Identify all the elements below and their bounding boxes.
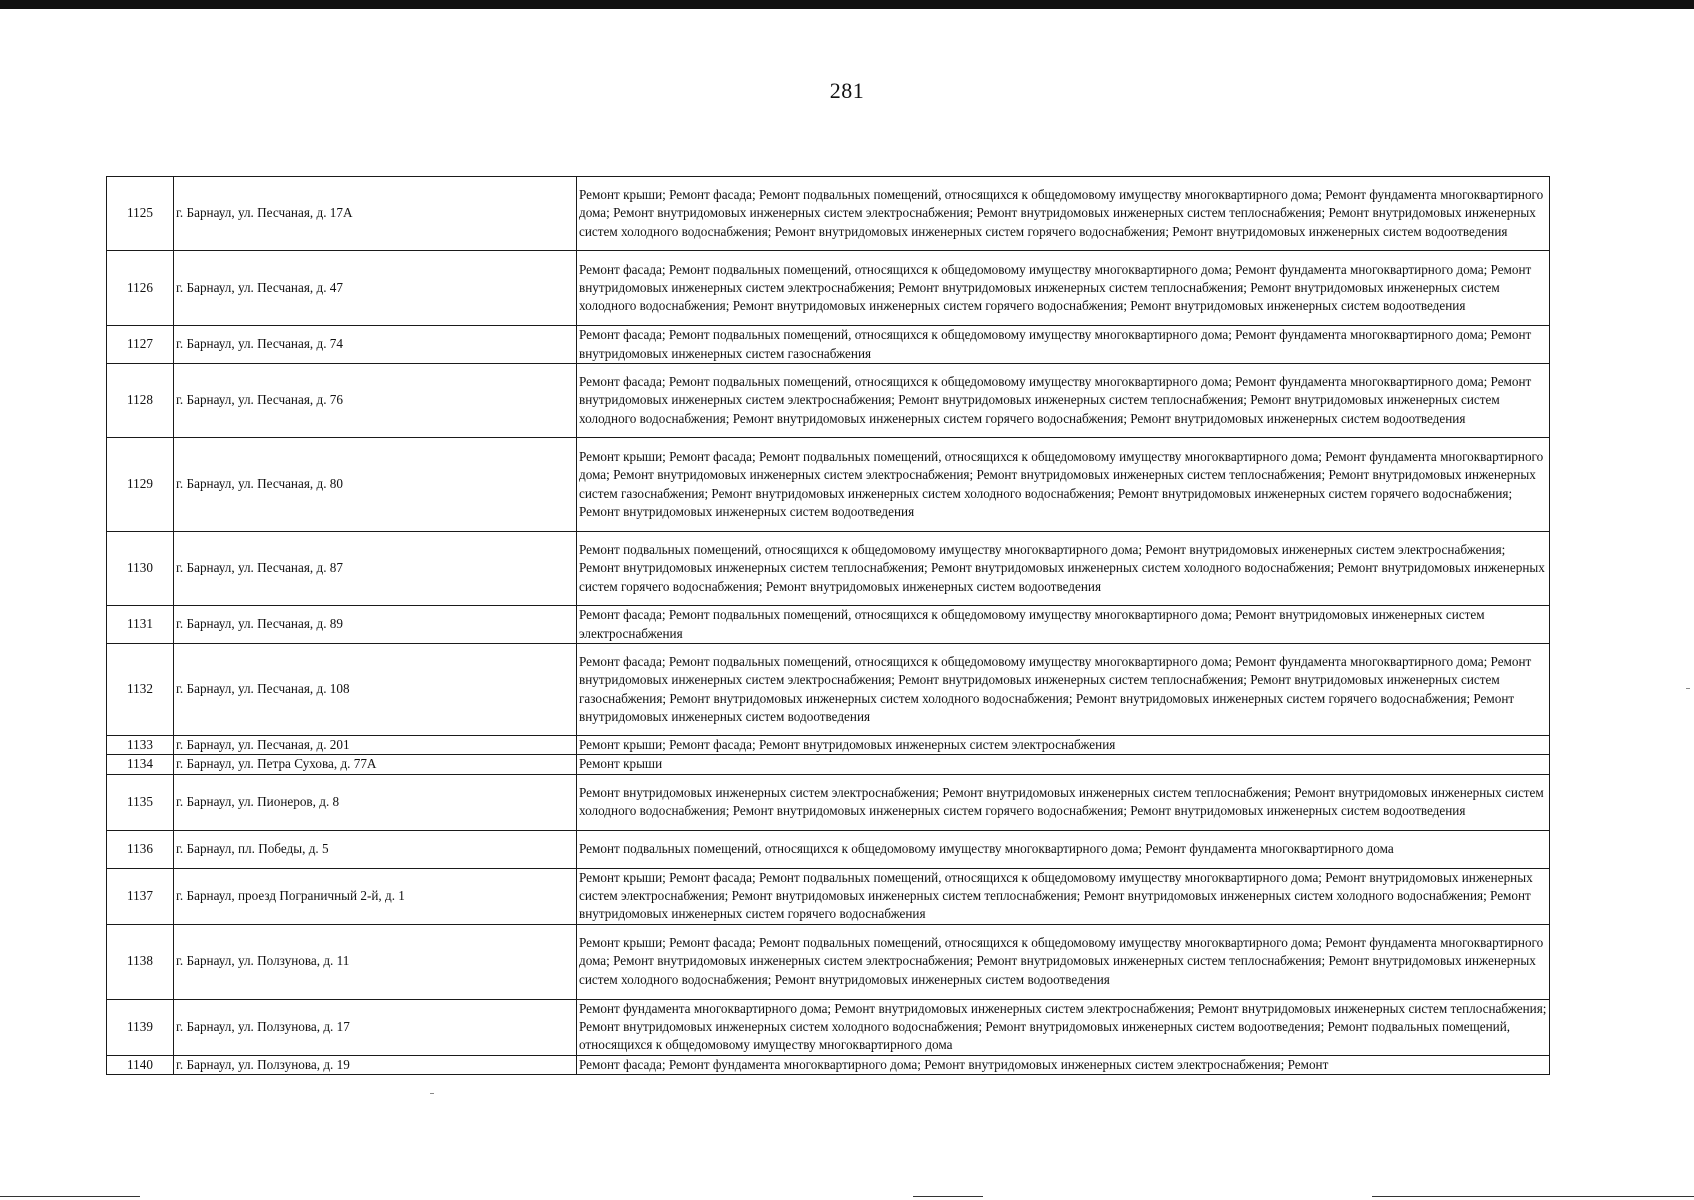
row-address: г. Барнаул, пл. Победы, д. 5 — [174, 830, 577, 868]
row-address: г. Барнаул, ул. Песчаная, д. 87 — [174, 532, 577, 606]
row-address: г. Барнаул, ул. Песчаная, д. 47 — [174, 251, 577, 326]
row-number: 1131 — [107, 606, 174, 644]
scan-bottom-rule — [1372, 1196, 1694, 1197]
table-row — [107, 177, 1550, 251]
row-number: 1128 — [107, 364, 174, 438]
table-row — [107, 830, 1550, 868]
row-works: Ремонт фасада; Ремонт подвальных помещений, относящихся к общедомовому имуществу многоквартирного дома; Ремонт фундамента многоквартирного дома; Ремонт внутридомовых инженерных систем электроснабжения; Ремонт внутридомовых инженерных систем теплоснабжения; Ремонт внутридомовых инженерных систем газоснабжения; Ремонт внутридомовых инженерных систем холодного водоснабжения; Ремонт внутридомовых инженерных систем горячего водоснабжения; Ремонт внутридомовых инженерных систем водоотведения — [577, 644, 1550, 736]
row-number: 1133 — [107, 736, 174, 755]
scan-speck — [430, 1093, 434, 1094]
table-row — [107, 999, 1550, 1055]
table-row — [107, 774, 1550, 830]
row-number: 1126 — [107, 251, 174, 326]
row-address: г. Барнаул, ул. Песчаная, д. 74 — [174, 326, 577, 364]
row-works: Ремонт крыши; Ремонт фасада; Ремонт подвальных помещений, относящихся к общедомовому имуществу многоквартирного дома; Ремонт внутридомовых инженерных систем электроснабжения; Ремонт внутридомовых инженерных систем теплоснабжения; Ремонт внутридомовых инженерных систем холодного водоснабжения; Ремонт внутридомовых инженерных систем горячего водоснабжения — [577, 868, 1550, 924]
row-works: Ремонт крыши; Ремонт фасада; Ремонт подвальных помещений, относящихся к общедомовому имуществу многоквартирного дома; Ремонт фундамента многоквартирного дома; Ремонт внутридомовых инженерных систем электроснабжения; Ремонт внутридомовых инженерных систем теплоснабжения; Ремонт внутридомовых инженерных систем холодного водоснабжения; Ремонт внутридомовых инженерных систем горячего водоснабжения; Ремонт внутридомовых инженерных систем водоотведения — [577, 177, 1550, 251]
table-row — [107, 326, 1550, 364]
row-address: г. Барнаул, ул. Песчаная, д. 17А — [174, 177, 577, 251]
table-row — [107, 644, 1550, 736]
row-address: г. Барнаул, проезд Пограничный 2-й, д. 1 — [174, 868, 577, 924]
scan-bottom-rule — [0, 1196, 140, 1197]
row-works: Ремонт крыши; Ремонт фасада; Ремонт внутридомовых инженерных систем электроснабжения — [577, 736, 1550, 755]
table-row — [107, 736, 1550, 755]
row-number: 1129 — [107, 438, 174, 532]
registry-body — [107, 177, 1550, 1075]
row-number: 1136 — [107, 830, 174, 868]
scan-top-edge — [0, 0, 1694, 9]
row-number: 1134 — [107, 755, 174, 774]
row-address: г. Барнаул, ул. Ползунова, д. 17 — [174, 999, 577, 1055]
row-works: Ремонт внутридомовых инженерных систем электроснабжения; Ремонт внутридомовых инженерных систем теплоснабжения; Ремонт внутридомовых инженерных систем холодного водоснабжения; Ремонт внутридомовых инженерных систем горячего водоснабжения; Ремонт внутридомовых инженерных систем водоотведения — [577, 774, 1550, 830]
page-number: 281 — [829, 78, 865, 103]
row-works: Ремонт подвальных помещений, относящихся к общедомовому имуществу многоквартирного дома; Ремонт фундамента многоквартирного дома — [577, 830, 1550, 868]
row-address: г. Барнаул, ул. Песчаная, д. 76 — [174, 364, 577, 438]
row-works: Ремонт фасада; Ремонт подвальных помещений, относящихся к общедомовому имуществу многоквартирного дома; Ремонт фундамента многоквартирного дома; Ремонт внутридомовых инженерных систем газоснабжения — [577, 326, 1550, 364]
row-address: г. Барнаул, ул. Песчаная, д. 201 — [174, 736, 577, 755]
row-works: Ремонт фасада; Ремонт подвальных помещений, относящихся к общедомовому имуществу многоквартирного дома; Ремонт внутридомовых инженерных систем электроснабжения — [577, 606, 1550, 644]
table-row — [107, 755, 1550, 774]
row-number: 1130 — [107, 532, 174, 606]
row-address: г. Барнаул, ул. Петра Сухова, д. 77А — [174, 755, 577, 774]
row-address: г. Барнаул, ул. Ползунова, д. 11 — [174, 924, 577, 999]
scan-bottom-rule — [913, 1196, 983, 1197]
row-number: 1139 — [107, 999, 174, 1055]
row-number: 1138 — [107, 924, 174, 999]
row-number: 1140 — [107, 1055, 174, 1074]
row-works: Ремонт крыши; Ремонт фасада; Ремонт подвальных помещений, относящихся к общедомовому имуществу многоквартирного дома; Ремонт фундамента многоквартирного дома; Ремонт внутридомовых инженерных систем электроснабжения; Ремонт внутридомовых инженерных систем теплоснабжения; Ремонт внутридомовых инженерных систем холодного водоснабжения; Ремонт внутридомовых инженерных систем водоотведения — [577, 924, 1550, 999]
table-row — [107, 251, 1550, 326]
row-works: Ремонт фасада; Ремонт подвальных помещений, относящихся к общедомовому имуществу многоквартирного дома; Ремонт фундамента многоквартирного дома; Ремонт внутридомовых инженерных систем электроснабжения; Ремонт внутридомовых инженерных систем теплоснабжения; Ремонт внутридомовых инженерных систем холодного водоснабжения; Ремонт внутридомовых инженерных систем горячего водоснабжения; Ремонт внутридомовых инженерных систем водоотведения — [577, 364, 1550, 438]
row-address: г. Барнаул, ул. Песчаная, д. 80 — [174, 438, 577, 532]
table-row — [107, 438, 1550, 532]
row-works: Ремонт фасада; Ремонт фундамента многоквартирного дома; Ремонт внутридомовых инженерных систем электроснабжения; Ремонт — [577, 1055, 1550, 1074]
row-number: 1132 — [107, 644, 174, 736]
row-number: 1135 — [107, 774, 174, 830]
table-row — [107, 606, 1550, 644]
row-number: 1137 — [107, 868, 174, 924]
row-works: Ремонт фасада; Ремонт подвальных помещений, относящихся к общедомовому имуществу многоквартирного дома; Ремонт фундамента многоквартирного дома; Ремонт внутридомовых инженерных систем электроснабжения; Ремонт внутридомовых инженерных систем теплоснабжения; Ремонт внутридомовых инженерных систем холодного водоснабжения; Ремонт внутридомовых инженерных систем горячего водоснабжения; Ремонт внутридомовых инженерных систем водоотведения — [577, 251, 1550, 326]
scan-speck — [1686, 688, 1690, 689]
row-works: Ремонт крыши — [577, 755, 1550, 774]
row-address: г. Барнаул, ул. Песчаная, д. 108 — [174, 644, 577, 736]
row-number: 1127 — [107, 326, 174, 364]
table-row — [107, 1055, 1550, 1074]
row-address: г. Барнаул, ул. Песчаная, д. 89 — [174, 606, 577, 644]
row-address: г. Барнаул, ул. Ползунова, д. 19 — [174, 1055, 577, 1074]
row-works: Ремонт фундамента многоквартирного дома; Ремонт внутридомовых инженерных систем электроснабжения; Ремонт внутридомовых инженерных систем теплоснабжения; Ремонт внутридомовых инженерных систем холодного водоснабжения; Ремонт внутридомовых инженерных систем водоотведения; Ремонт подвальных помещений, относящихся к общедомовому имуществу многоквартирного дома — [577, 999, 1550, 1055]
row-address: г. Барнаул, ул. Пионеров, д. 8 — [174, 774, 577, 830]
table-row — [107, 532, 1550, 606]
table-row — [107, 924, 1550, 999]
table-row — [107, 868, 1550, 924]
table-row — [107, 364, 1550, 438]
row-number: 1125 — [107, 177, 174, 251]
row-works: Ремонт подвальных помещений, относящихся к общедомовому имуществу многоквартирного дома; Ремонт внутридомовых инженерных систем электроснабжения; Ремонт внутридомовых инженерных систем теплоснабжения; Ремонт внутридомовых инженерных систем холодного водоснабжения; Ремонт внутридомовых инженерных систем горячего водоснабжения; Ремонт внутридомовых инженерных систем водоотведения — [577, 532, 1550, 606]
row-works: Ремонт крыши; Ремонт фасада; Ремонт подвальных помещений, относящихся к общедомовому имуществу многоквартирного дома; Ремонт фундамента многоквартирного дома; Ремонт внутридомовых инженерных систем электроснабжения; Ремонт внутридомовых инженерных систем теплоснабжения; Ремонт внутридомовых инженерных систем газоснабжения; Ремонт внутридомовых инженерных систем холодного водоснабжения; Ремонт внутридомовых инженерных систем горячего водоснабжения; Ремонт внутридомовых инженерных систем водоотведения — [577, 438, 1550, 532]
repair-registry-table — [106, 176, 1550, 1075]
